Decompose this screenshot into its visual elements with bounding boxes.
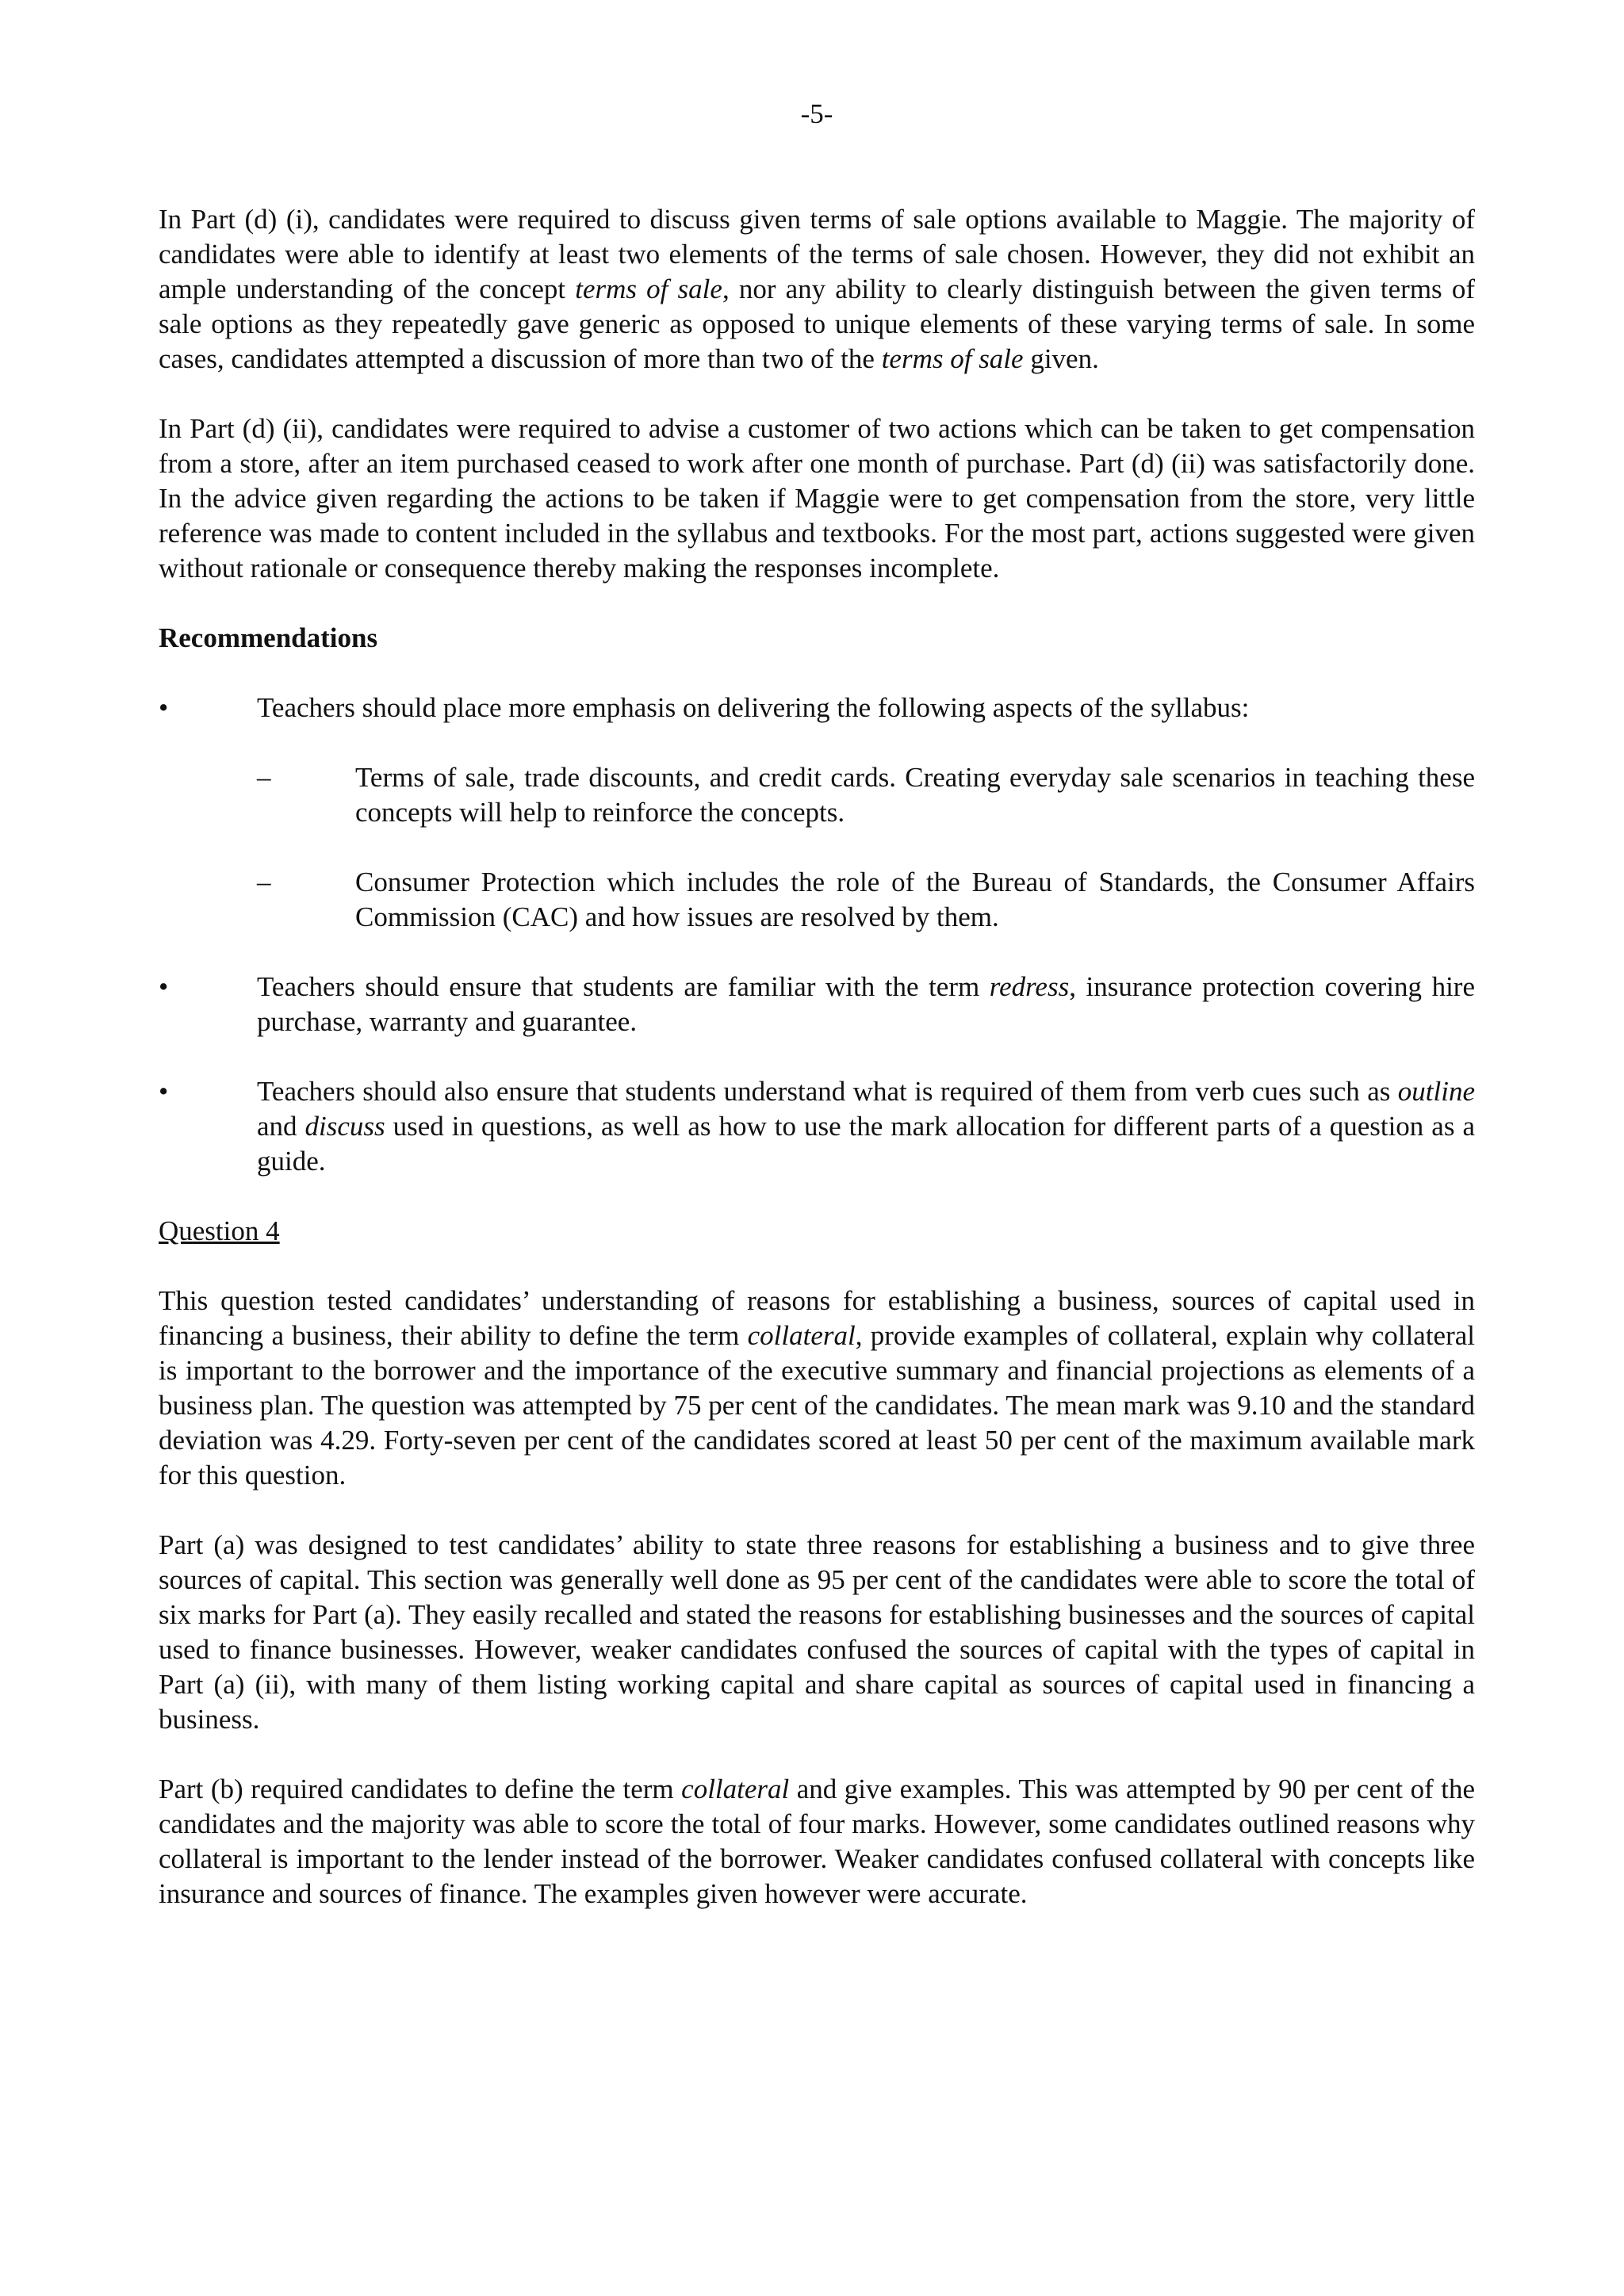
text-run: , provide examples of collateral, explain why collateral is important to the borrower and the importance of the executive summary and financial projections as elements of a business plan. The question was attempted by 75 per cent of the candidates. The mean mark was 9.10 and the standard deviation was 4.29. Forty-seven per cent of the candidates scored at least 50 per cent of the maximum available mark for this question. [159, 1320, 1476, 1490]
italic-term: terms of sale [881, 343, 1024, 374]
italic-term: outline [1397, 1076, 1475, 1107]
text-run: and [257, 1111, 305, 1142]
page-number: -5- [800, 98, 833, 129]
recommendation-subbullet-2 [159, 865, 1475, 935]
italic-term: discuss [304, 1111, 385, 1142]
recommendation-bullet-3 [159, 1074, 1475, 1179]
bullet-text [257, 1074, 1475, 1179]
paragraph-question-4-part-a: Part (a) was designed to test candidates’ ability to state three reasons for establishing a business and to give three sources of capital. This section was generally well done as 95 per cent of the candidates were able to score the total of six marks for Part (a). They easily recalled and stated the reasons for establishing businesses and the sources of capital used to finance businesses. However, weaker candidates confused the sources of capital with the types of capital in Part (a) (ii), with many of them listing working capital and share capital as sources of capital used in financing a business. [159, 1529, 1475, 1735]
italic-term: terms of sale [575, 274, 722, 304]
bullet-text: Teachers should place more emphasis on delivering the following aspects of the syllabus: [257, 692, 1250, 723]
subbullet-text: Consumer Protection which includes the role of the Bureau of Standards, the Consumer Affairs Commission (CAC) and how issues are resolved by them. [355, 867, 1475, 932]
text-run: , insurance protection covering hire purchase, warranty and guarantee. [257, 971, 1475, 1037]
paragraph-part-d-ii: In Part (d) (ii), candidates were required to advise a customer of two actions which can be taken to get compensation from a store, after an item purchased ceased to work after one month of purchase. Part (d) (ii) was satisfactorily done. In the advice given regarding the actions to be taken if Maggie were to get compensation from the store, very little reference was made to content included in the syllabus and textbooks. For the most part, actions suggested were given without rationale or consequence thereby making the responses incomplete. [159, 413, 1475, 584]
page-content [159, 202, 1475, 1946]
text-run: used in questions, as well as how to use the mark allocation for different parts of a question as a guide. [257, 1111, 1475, 1177]
bullet-marker: • [159, 971, 169, 1002]
recommendation-bullet-2 [159, 970, 1475, 1039]
text-run: Part (b) required candidates to define the term [159, 1774, 682, 1804]
question-4-heading: Question 4 [159, 1215, 280, 1246]
italic-term: collateral [747, 1320, 856, 1351]
recommendation-subbullet-1 [159, 760, 1475, 830]
dash-marker: – [257, 762, 271, 793]
bullet-marker: • [159, 692, 169, 723]
text-run: In Part (d) (i), candidates were required to discuss given terms of sale options available to Maggie. The majority of candidates were able to identify at least two elements of the terms of sale chosen. However, they did not exhibit an ample understanding of the concept [159, 204, 1475, 304]
paragraph-part-d-i [159, 202, 1475, 377]
dash-marker: – [257, 867, 271, 897]
text-run: Teachers should ensure that students are familiar with the term [257, 971, 990, 1002]
paragraph-question-4-overview [159, 1284, 1475, 1493]
text-run: and give examples. This was attempted by 90 per cent of the candidates and the majority was able to score the total of four marks. However, some candidates outlined reasons why collateral is important to the lender instead of the borrower. Weaker candidates confused collateral with concepts like insurance and sources of finance. The examples given however were accurate. [159, 1774, 1475, 1909]
paragraph-question-4-part-b [159, 1772, 1475, 1911]
recommendations-heading: Recommendations [159, 622, 378, 653]
text-run: Teachers should also ensure that students understand what is required of them from verb cues such as [257, 1076, 1398, 1107]
text-run: given. [1023, 343, 1099, 374]
text-run: This question tested candidates’ understanding of reasons for establishing a business, sources of capital used in financing a business, their ability to define the term [159, 1285, 1475, 1351]
recommendation-bullet-1 [159, 691, 1475, 725]
subbullet-text: Terms of sale, trade discounts, and credit cards. Creating everyday sale scenarios in teaching these concepts will help to reinforce the concepts. [355, 762, 1475, 828]
bullet-text [257, 970, 1475, 1039]
italic-term: redress [989, 971, 1070, 1002]
bullet-marker: • [159, 1076, 169, 1107]
text-run: , nor any ability to clearly distinguish between the given terms of sale options as they repeatedly gave generic as opposed to unique elements of these varying terms of sale. In some cases, candidates attempted a discussion of more than two of the [159, 274, 1475, 374]
italic-term: collateral [681, 1774, 790, 1804]
